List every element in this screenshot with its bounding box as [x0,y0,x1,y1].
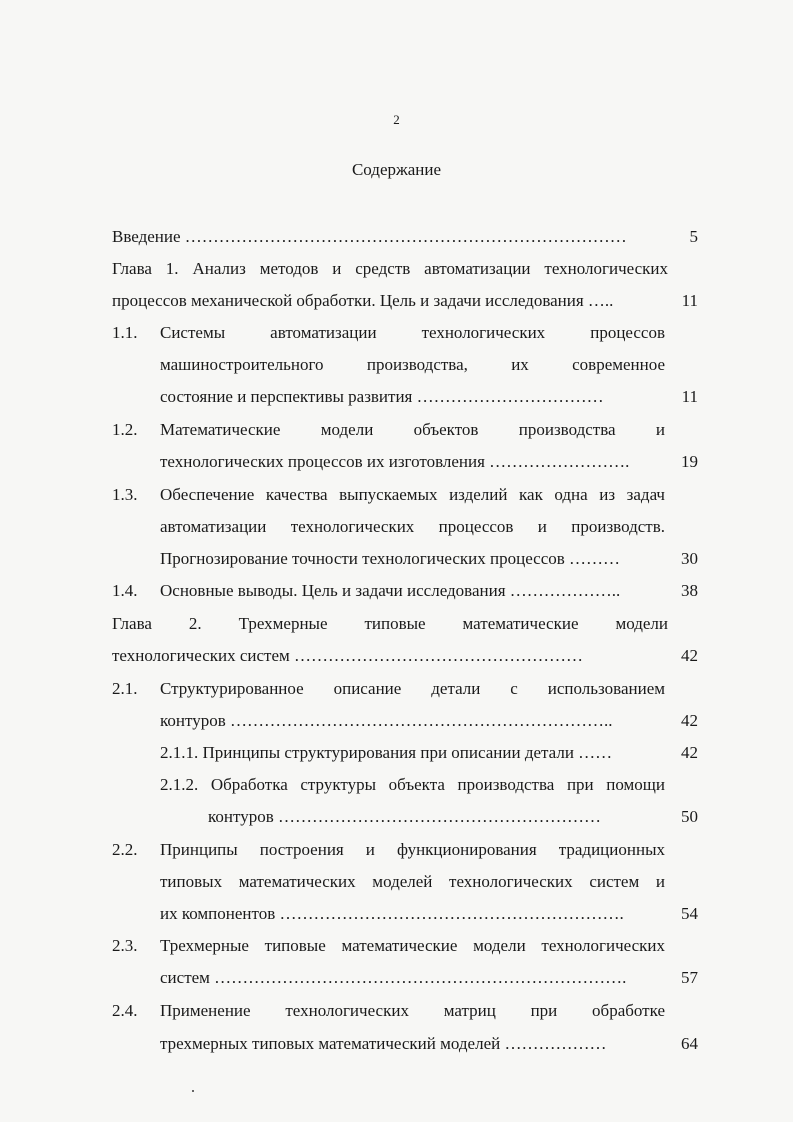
toc-section-number: 1.4. [112,581,138,600]
toc-page-number: 5 [689,227,698,246]
scan-speck [192,1090,194,1092]
toc-line: процессов механической обработки. Цель и задачи исследования ….. [112,291,614,310]
toc-line: Системы автоматизации технологических процессов [160,323,665,342]
toc-line: Прогнозирование точности технологических процессов ……… [160,549,621,568]
toc-line: Глава 2. Трехмерные типовые математические модели [112,614,668,633]
toc-section-number: 2.3. [112,936,138,955]
toc-line: Основные выводы. Цель и задачи исследования ……………….. [160,581,621,600]
toc-section-number: 2.1. [112,679,138,698]
toc-line: технологических процессов их изготовления ……………………. [160,452,630,471]
toc-page-number: 57 [681,968,698,987]
toc-line: контуров ………………………………………………… [208,807,601,826]
toc-line: типовых математических моделей технологических систем и [160,872,665,891]
toc-page-number: 19 [681,452,698,471]
toc-page-number: 30 [681,549,698,568]
page-title: Содержание [351,160,442,179]
toc-line: состояние и перспективы развития …………………………… [160,387,604,406]
toc-line: 2.1.1. Принципы структурирования при описании детали …… [160,743,613,762]
toc-line: Трехмерные типовые математические модели технологических [160,936,665,955]
toc-line: трехмерных типовых математический моделей ……………… [160,1034,607,1053]
toc-line: их компонентов ……………………………………………………. [160,904,624,923]
toc-line: Глава 1. Анализ методов и средств автоматизации технологических [112,259,668,278]
toc-page-number: 64 [681,1034,698,1053]
toc-page-number: 11 [681,387,698,406]
toc-line: Применение технологических матриц при обработке [160,1001,665,1020]
toc-section-number: 2.2. [112,840,138,859]
toc-section-number: 1.1. [112,323,138,342]
toc-page-number: 50 [681,807,698,826]
toc-line: 2.1.2. Обработка структуры объекта производства при помощи [160,775,665,794]
toc-line: контуров ………………………………………………………….. [160,711,613,730]
toc-line: Математические модели объектов производства и [160,420,665,439]
toc-section-number: 2.4. [112,1001,138,1020]
toc-line: Обеспечение качества выпускаемых изделий как одна из задач [160,485,665,504]
toc-line: технологических систем …………………………………………… [112,646,584,665]
toc-page-number: 42 [681,646,698,665]
toc-line: автоматизации технологических процессов и производств. [160,517,665,536]
toc-line: Принципы построения и функционирования традиционных [160,840,665,859]
toc-page-number: 38 [681,581,698,600]
toc-line: систем ………………………………………………………………. [160,968,627,987]
toc-line: Структурированное описание детали с использованием [160,679,665,698]
toc-section-number: 1.3. [112,485,138,504]
toc-page-number: 54 [681,904,698,923]
toc-line: Введение …………………………………………………………………… [112,227,627,246]
toc-line: машиностроительного производства, их современное [160,355,665,374]
toc-section-number: 1.2. [112,420,138,439]
page-number: 2 [393,112,400,127]
toc-page-number: 42 [681,743,698,762]
toc-page-number: 42 [681,711,698,730]
toc-page-number: 11 [681,291,698,310]
